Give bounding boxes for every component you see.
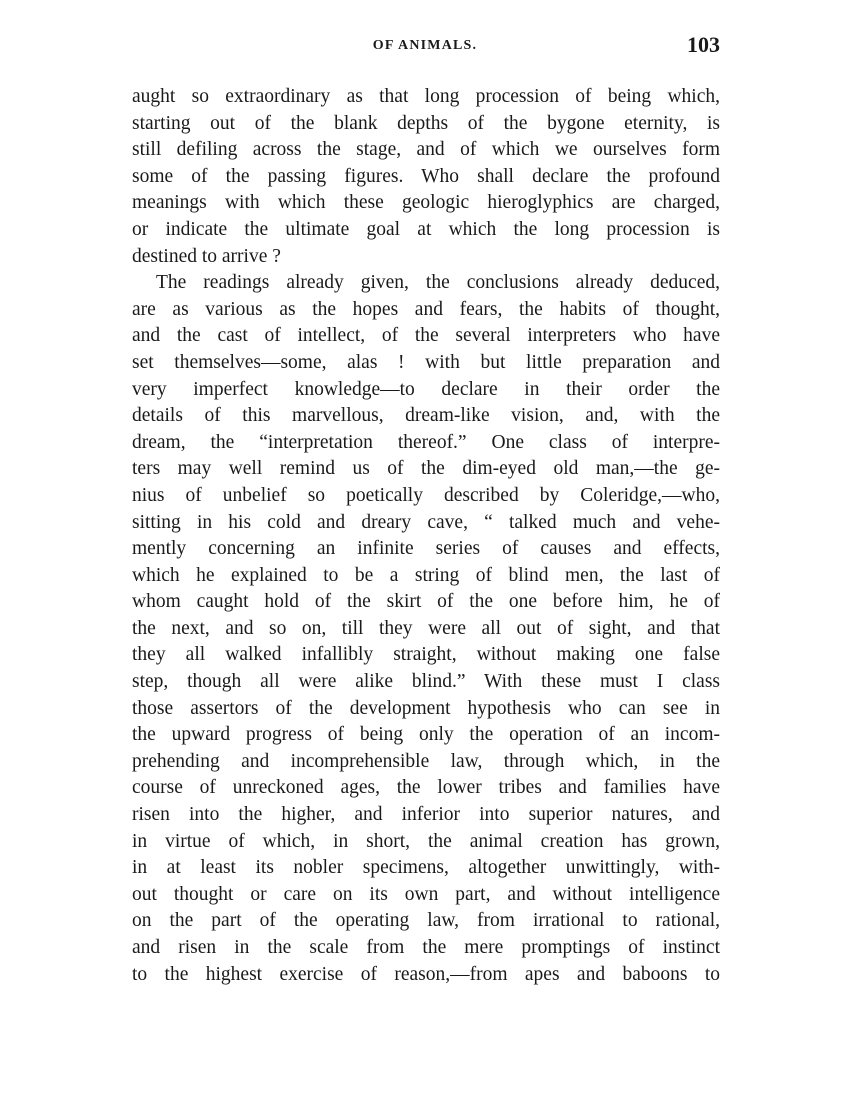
text-line: course of unreckoned ages, the lower tribes and families have <box>132 777 720 799</box>
text-line: set themselves—some, alas ! with but little preparation and <box>132 351 720 373</box>
text-line: the upward progress of being only the operation of an incom- <box>132 724 720 746</box>
text-line: prehending and incomprehensible law, through which, in the <box>132 750 720 772</box>
body-text <box>132 84 720 988</box>
text-line: or indicate the ultimate goal at which the long procession is <box>132 218 720 240</box>
text-line: are as various as the hopes and fears, the habits of thought, <box>132 298 720 320</box>
text-line: the next, and so on, till they were all out of sight, and that <box>132 617 720 639</box>
paragraph-start-line: The readings already given, the conclusions already deduced, <box>156 272 720 294</box>
text-line: aught so extraordinary as that long procession of being which, <box>132 86 720 107</box>
text-line: they all walked infallibly straight, without making one false <box>132 644 720 666</box>
page-number: 103 <box>687 32 720 57</box>
text-line: in virtue of which, in short, the animal creation has grown, <box>132 830 720 852</box>
text-line: very imperfect knowledge—to declare in their order the <box>132 378 720 400</box>
text-line: risen into the higher, and inferior into superior natures, and <box>132 804 720 826</box>
text-line: mently concerning an infinite series of causes and effects, <box>132 538 720 560</box>
text-line: in at least its nobler specimens, altogether unwittingly, with- <box>132 857 720 879</box>
text-line: out thought or care on its own part, and without intelligence <box>132 883 720 905</box>
text-line: which he explained to be a string of blind men, the last of <box>132 564 720 586</box>
text-line: details of this marvellous, dream-like vision, and, with the <box>132 405 720 427</box>
text-line: ters may well remind us of the dim-eyed old man,—the ge- <box>132 458 720 480</box>
text-line: starting out of the blank depths of the bygone eternity, is <box>132 112 720 134</box>
text-line: step, though all were alike blind.” With these must I class <box>132 671 720 693</box>
running-title: OF ANIMALS. <box>372 38 478 53</box>
text-line: dream, the “interpretation thereof.” One class of interpre- <box>132 431 720 453</box>
text-line: sitting in his cold and dreary cave, “ talked much and vehe- <box>132 511 720 533</box>
text-line: still defiling across the stage, and of which we ourselves form <box>132 139 720 161</box>
text-line: on the part of the operating law, from irrational to rational, <box>132 910 720 932</box>
text-line: and risen in the scale from the mere promptings of instinct <box>132 937 720 958</box>
text-line: some of the passing figures. Who shall declare the profound <box>132 165 720 187</box>
text-line: and the cast of intellect, of the several interpreters who have <box>132 325 720 347</box>
text-line: to the highest exercise of reason,—from apes and baboons to <box>132 963 720 985</box>
text-line: meanings with which these geologic hieroglyphics are charged, <box>132 192 720 214</box>
running-header <box>130 32 720 62</box>
text-line: nius of unbelief so poetically described by Coleridge,—who, <box>132 484 720 506</box>
text-line: those assertors of the development hypothesis who can see in <box>132 697 720 719</box>
text-line: whom caught hold of the skirt of the one before him, he of <box>132 591 720 613</box>
text-line: destined to arrive ? <box>132 245 281 267</box>
